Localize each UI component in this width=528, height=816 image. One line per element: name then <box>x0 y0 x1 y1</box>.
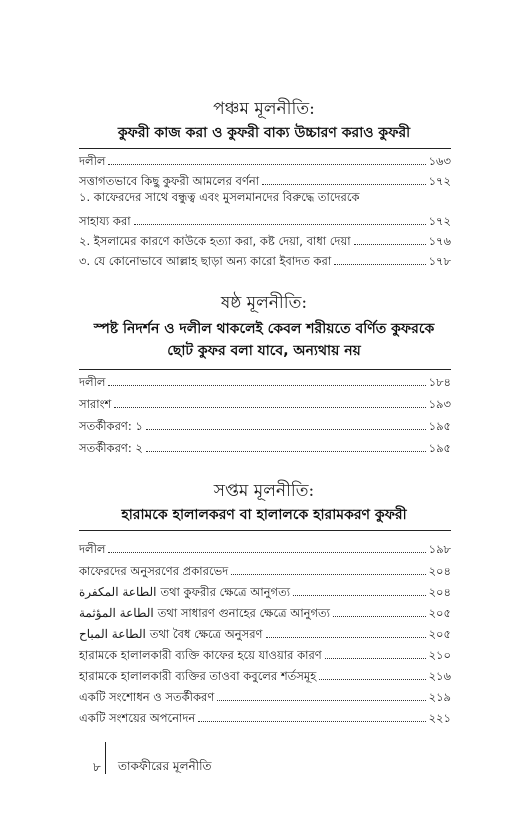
toc-entry-page: ১৭৮ <box>428 254 451 268</box>
section-title-5: পঞ্চম মূলনীতি: <box>213 99 315 119</box>
toc-entry-label: দলীল <box>79 375 106 389</box>
toc-entry-page: ১৭২ <box>428 174 451 188</box>
toc-entry-label: দলীল <box>79 154 106 168</box>
toc-entry-label: ৩. যে কোনোভাবে আল্লাহ ছাড়া অন্য কারো ইবাদত করা <box>79 254 332 268</box>
toc-entry-page: ২১৬ <box>428 669 451 683</box>
running-title: তাকফীরের মূলনীতি <box>118 759 212 773</box>
toc-entry-page: ২০৫ <box>428 606 451 620</box>
toc-entry-label: ১. কাফেরদের সাথে বন্ধুত্ব এবং মুসলমানদের বিরুদ্ধে তাদেরকে <box>79 190 360 204</box>
section-title-7: সপ্তম মূলনীতি: <box>213 481 315 501</box>
toc-entry-page: ১৯৫ <box>428 441 451 455</box>
toc-entry-label: সতর্কীকরণ: ২ <box>79 441 143 455</box>
toc-entry-label: সারাংশ <box>79 397 112 411</box>
toc-entry-page: ১৮৪ <box>428 375 451 389</box>
arabic-term: الطاعة المباح <box>79 627 146 641</box>
leader-dots <box>114 406 425 408</box>
leader-dots <box>146 450 426 452</box>
toc-entry-page: ১৬৩ <box>428 154 451 168</box>
toc-entry[interactable] <box>79 644 451 662</box>
toc-entry-page: ১৯৩ <box>428 397 451 411</box>
toc-entry[interactable] <box>79 210 451 228</box>
leader-dots <box>354 243 426 245</box>
section-divider-5 <box>79 148 451 149</box>
toc-entry[interactable] <box>79 602 451 620</box>
toc-entry-continued[interactable] <box>79 190 451 208</box>
toc-entry-page: ২১০ <box>428 648 451 662</box>
toc-entry[interactable] <box>79 623 451 641</box>
toc-entry[interactable] <box>79 707 451 725</box>
leader-dots <box>293 594 426 596</box>
toc-entry[interactable] <box>79 415 451 433</box>
toc-entry-label: হারামকে হালালকারী ব্যক্তির তাওবা কবুলের শর্তসমূহ <box>79 669 317 683</box>
toc-entry-label: দলীল <box>79 542 106 556</box>
arabic-term: الطاعة المؤثمة <box>79 606 154 620</box>
toc-entry-label: সাহায্য করা <box>79 214 131 228</box>
toc-entry-label: তথা সাধারণ গুনাহের ক্ষেত্রে আনুগত্য <box>157 606 330 620</box>
leader-dots <box>334 263 425 265</box>
toc-entry-page: ২১৯ <box>428 690 451 704</box>
toc-entry[interactable] <box>79 437 451 455</box>
section-subtitle-6-line1: স্পষ্ট নিদর্শন ও দলীল থাকলেই কেবল শরীয়তে বর্ণিত কুফরকে <box>93 321 435 337</box>
leader-dots <box>231 573 425 575</box>
leader-dots <box>146 428 426 430</box>
toc-entry-page: ২০৪ <box>428 585 451 599</box>
toc-entry-page: ১৯৮ <box>428 542 451 556</box>
leader-dots <box>325 657 426 659</box>
leader-dots <box>217 699 425 701</box>
arabic-term: الطاعة المكفرة <box>79 585 157 599</box>
toc-entry-label: হারামকে হালালকারী ব্যক্তি কাফের হয়ে যাওয়ার কারণ <box>79 648 322 662</box>
toc-entry-page: ২০৪ <box>428 564 451 578</box>
leader-dots <box>108 384 425 386</box>
toc-entry-label: একটি সংশয়ের অপনোদন <box>79 711 196 725</box>
toc-entry-label: একটি সংশোধন ও সতর্কীকরণ <box>79 690 215 704</box>
leader-dots <box>266 636 426 638</box>
section-divider-6 <box>79 369 451 370</box>
toc-entry[interactable] <box>79 393 451 411</box>
toc-entry-page: ২২১ <box>428 711 451 725</box>
toc-entry[interactable] <box>79 665 451 683</box>
section-subtitle-7: হারামকে হালালকরণ বা হালালকে হারামকরণ কুফরী <box>121 507 407 523</box>
toc-entry[interactable] <box>79 560 451 578</box>
section-divider-7 <box>79 530 451 531</box>
toc-entry-label: কাফেরদের অনুসরণের প্রকারভেদ <box>79 564 229 578</box>
toc-entry-page: ২০৫ <box>428 627 451 641</box>
toc-entry[interactable] <box>79 250 451 268</box>
footer-divider <box>105 742 106 774</box>
section-subtitle-6-line2: ছোট কুফর বলা যাবে, অন্যথায় নয় <box>167 343 361 359</box>
toc-entry-page: ১৭৬ <box>428 234 451 248</box>
toc-entry[interactable] <box>79 150 451 168</box>
toc-entry-label: সতর্কীকরণ: ১ <box>79 419 143 433</box>
toc-entry[interactable] <box>79 538 451 556</box>
leader-dots <box>134 223 426 225</box>
leader-dots <box>319 678 425 680</box>
toc-entry-label: তথা কুফরীর ক্ষেত্রে আনুগত্য <box>160 585 291 599</box>
leader-dots <box>198 720 425 722</box>
toc-entry[interactable] <box>79 371 451 389</box>
section-title-6: ষষ্ঠ মূলনীতি: <box>220 293 308 313</box>
leader-dots <box>108 551 425 553</box>
toc-entry[interactable] <box>79 170 451 188</box>
toc-entry-page: ১৯৫ <box>428 419 451 433</box>
page-number: ৮ <box>93 760 101 774</box>
toc-entry[interactable] <box>79 581 451 599</box>
toc-entry-label: তথা বৈধ ক্ষেত্রে অনুসরণ <box>149 627 263 641</box>
leader-dots <box>262 183 425 185</box>
section-subtitle-5: কুফরী কাজ করা ও কুফরী বাক্য উচ্চারণ করাও কুফরী <box>117 125 411 141</box>
toc-entry[interactable] <box>79 230 451 248</box>
leader-dots <box>108 163 425 165</box>
toc-entry-page: ১৭২ <box>428 214 451 228</box>
leader-dots <box>333 615 426 617</box>
toc-entry-label: সত্তাগতভাবে কিছু কুফরী আমলের বর্ণনা <box>79 174 260 188</box>
toc-entry[interactable] <box>79 686 451 704</box>
toc-entry-label: ২. ইসলামের কারণে কাউকে হত্যা করা, কষ্ট দেয়া, বাধা দেয়া <box>79 234 351 248</box>
